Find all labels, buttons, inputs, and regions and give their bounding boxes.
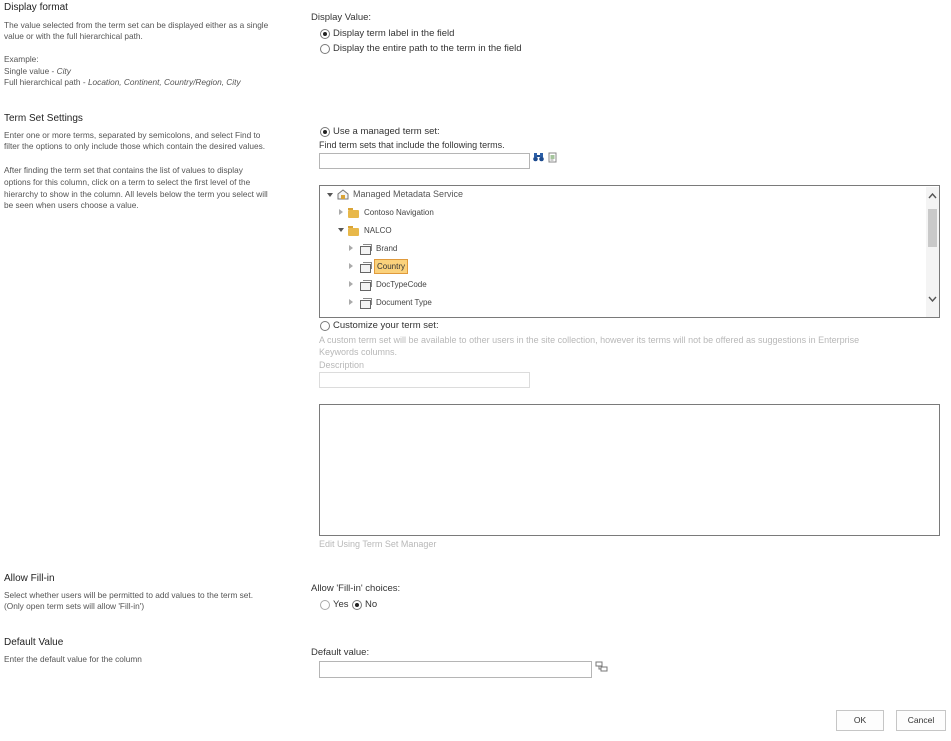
description-label: Description [319, 360, 365, 370]
collapse-root-icon[interactable] [327, 193, 333, 197]
single-value-prefix: Single value - [4, 66, 57, 76]
browse-term-sets-icon[interactable] [548, 152, 558, 163]
scroll-up-icon[interactable] [928, 193, 937, 199]
customize-term-set-radio[interactable] [320, 321, 330, 331]
use-managed-term-set-radio[interactable] [320, 127, 330, 137]
tree-group-nalco[interactable]: NALCO [364, 226, 392, 235]
fill-in-no-label[interactable]: No [365, 599, 378, 610]
ok-button[interactable]: OK [836, 710, 884, 731]
find-term-sets-label: Find term sets that include the following terms. [319, 140, 505, 150]
term-set-description-5: hierarchy to show in the column. All levels below the term you select will [4, 189, 268, 199]
expand-contoso-icon[interactable] [339, 209, 343, 215]
display-entire-path-text[interactable]: Display the entire path to the term in the field [333, 43, 522, 54]
customize-note-2: Keywords columns. [319, 347, 398, 357]
scroll-down-icon[interactable] [928, 296, 937, 302]
brand-termset-icon [360, 246, 371, 255]
scroll-thumb[interactable] [928, 209, 937, 247]
custom-description-input[interactable] [319, 372, 530, 388]
browse-default-value-icon[interactable] [595, 661, 608, 672]
display-format-description-1: The value selected from the term set can be displayed either as a single [4, 20, 269, 30]
display-term-label-radio[interactable] [320, 29, 330, 39]
contoso-group-icon [348, 210, 359, 218]
tree-group-contoso[interactable]: Contoso Navigation [364, 208, 434, 217]
single-value-example [4, 66, 71, 78]
default-value-label: Default value: [311, 647, 370, 658]
fill-in-yes-label[interactable]: Yes [333, 599, 349, 610]
term-set-description-4: options for this column, click on a term to select the first level of the [4, 177, 251, 187]
expand-doctypecode-icon[interactable] [349, 281, 353, 287]
allow-fill-in-description-1: Select whether users will be permitted to add values to the term set. [4, 590, 254, 600]
fill-in-no-radio[interactable] [352, 600, 362, 610]
tree-termset-brand[interactable]: Brand [376, 244, 398, 253]
example-label: Example: [4, 54, 39, 64]
full-path-example-text: Location, Continent, Country/Region, City [87, 77, 241, 87]
term-set-description-6: be seen when users choose a value. [4, 200, 139, 210]
term-set-settings-title: Term Set Settings [4, 113, 83, 124]
term-set-description-1: Enter one or more terms, separated by semicolons, and select Find to [4, 130, 261, 140]
find-terms-input[interactable] [319, 153, 530, 169]
default-value-input[interactable] [319, 661, 592, 678]
tree-termset-document-type[interactable]: Document Type [376, 298, 432, 307]
single-value-example-text: City [56, 66, 71, 76]
custom-term-set-editor[interactable] [319, 404, 940, 536]
cancel-button[interactable]: Cancel [896, 710, 946, 731]
expand-document-type-icon[interactable] [349, 299, 353, 305]
expand-brand-icon[interactable] [349, 245, 353, 251]
find-binoculars-icon[interactable] [533, 152, 544, 162]
nalco-group-icon [348, 228, 359, 236]
fill-in-yes-radio[interactable] [320, 600, 330, 610]
display-entire-path-radio[interactable] [320, 44, 330, 54]
managed-metadata-service-icon [337, 189, 349, 200]
display-format-description-2: value or with the full hierarchical path. [4, 31, 143, 41]
display-term-label-text[interactable]: Display term label in the field [333, 28, 455, 39]
use-managed-term-set-label[interactable]: Use a managed term set: [333, 126, 440, 137]
customize-term-set-label[interactable]: Customize your term set: [333, 320, 439, 331]
allow-fill-in-label: Allow 'Fill-in' choices: [311, 583, 401, 594]
country-termset-icon [360, 264, 371, 273]
term-set-description-2: filter the options to only include those which contain the desired values. [4, 141, 266, 151]
allow-fill-in-title: Allow Fill-in [4, 573, 55, 584]
default-value-description: Enter the default value for the column [4, 654, 142, 664]
default-value-title: Default Value [4, 637, 64, 648]
display-format-title: Display format [4, 2, 68, 13]
tree-termset-country-selected[interactable]: Country [374, 259, 408, 274]
tree-termset-doctypecode[interactable]: DocTypeCode [376, 280, 427, 289]
full-path-example [4, 77, 241, 89]
allow-fill-in-description-2: (Only open term sets will allow 'Fill-in') [4, 601, 145, 611]
tree-scrollbar[interactable] [926, 187, 939, 317]
term-set-description-3: After finding the term set that contains the list of values to display [4, 165, 243, 175]
collapse-nalco-icon[interactable] [338, 228, 344, 232]
term-store-tree[interactable] [319, 185, 940, 318]
expand-country-icon[interactable] [349, 263, 353, 269]
document-type-termset-icon [360, 300, 371, 309]
edit-using-term-set-manager-link[interactable]: Edit Using Term Set Manager [319, 539, 437, 549]
full-path-prefix: Full hierarchical path - [4, 77, 88, 87]
doctypecode-termset-icon [360, 282, 371, 291]
customize-note-1: A custom term set will be available to other users in the site collection, however its terms will not be offered as suggestions in Enterprise [319, 335, 860, 345]
display-value-label: Display Value: [311, 12, 372, 23]
tree-root-label[interactable]: Managed Metadata Service [353, 189, 464, 199]
